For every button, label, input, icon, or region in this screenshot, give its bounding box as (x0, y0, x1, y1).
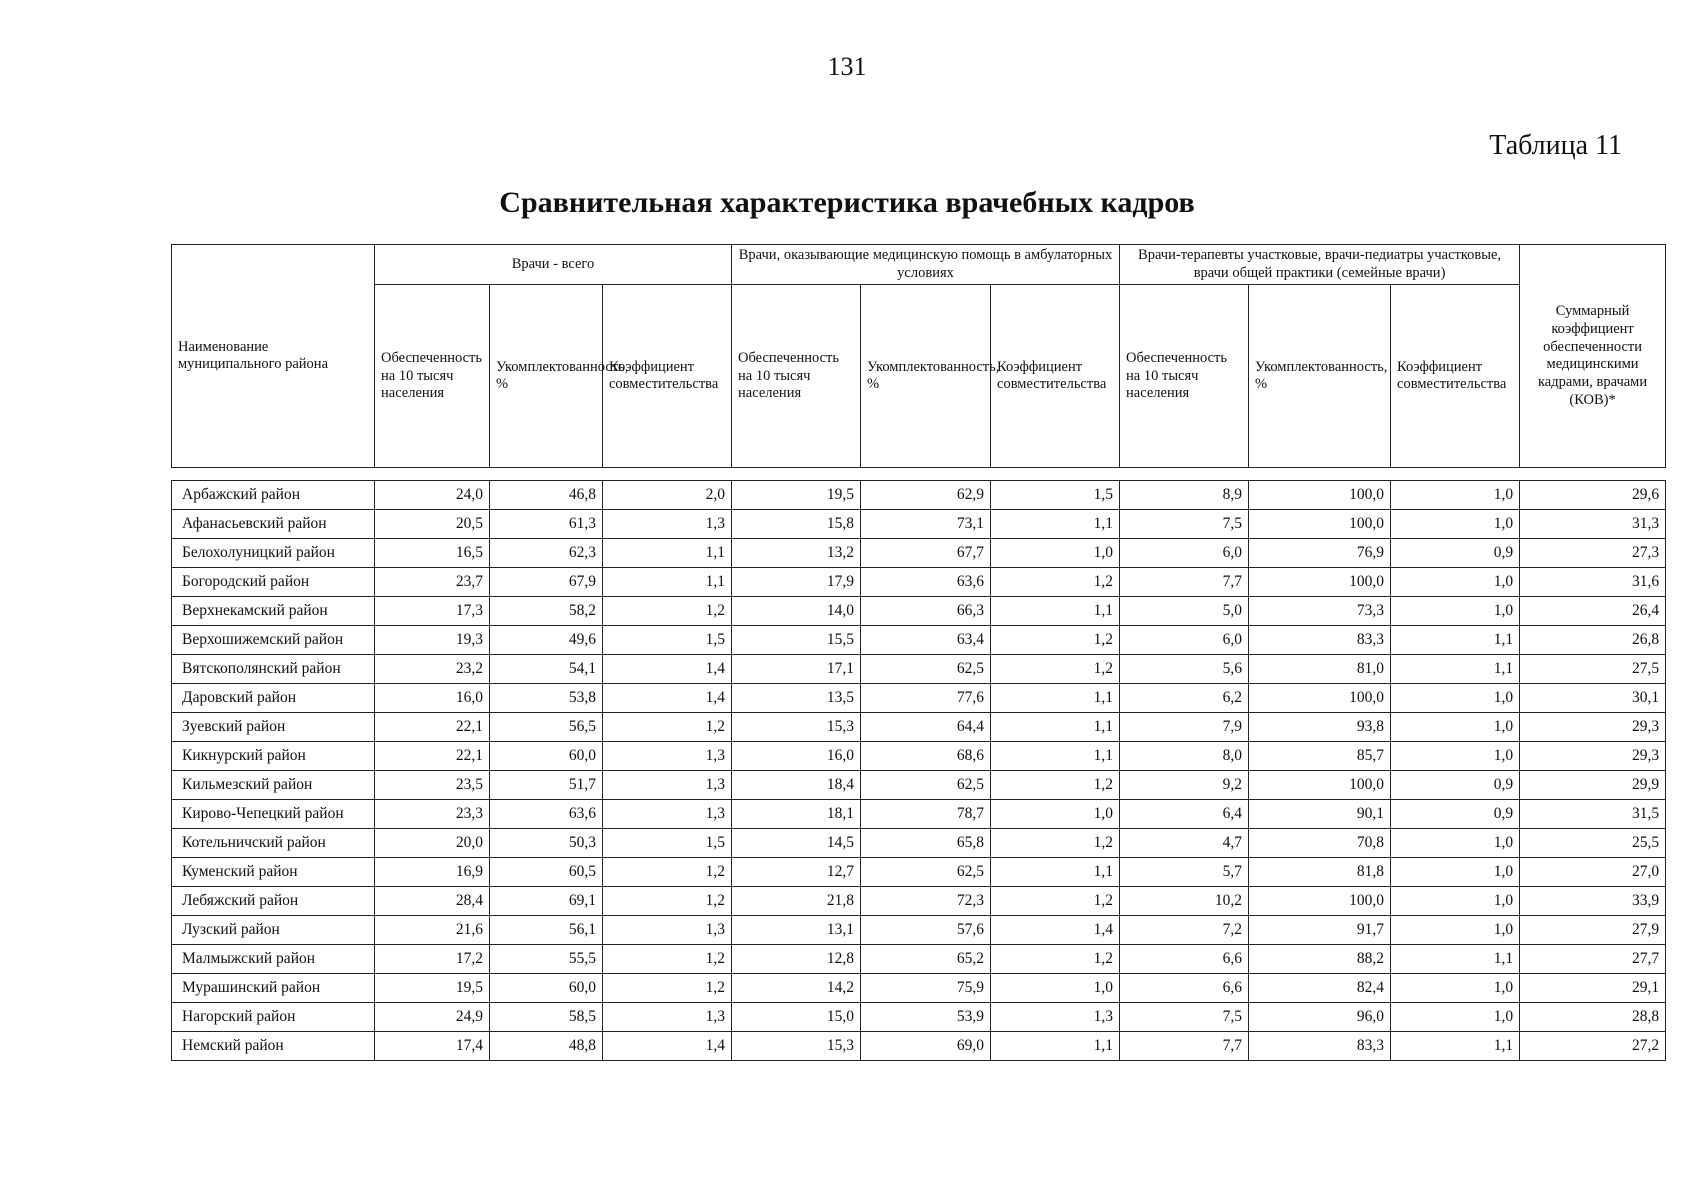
value-cell: 1,2 (603, 945, 732, 974)
value-cell: 90,1 (1249, 800, 1391, 829)
value-cell: 18,4 (732, 771, 861, 800)
value-cell: 70,8 (1249, 829, 1391, 858)
value-cell: 1,0 (1391, 858, 1520, 887)
value-cell: 1,0 (1391, 742, 1520, 771)
value-cell: 1,3 (603, 1003, 732, 1032)
table-row (172, 1032, 1666, 1061)
value-cell: 17,9 (732, 568, 861, 597)
value-cell: 7,5 (1120, 1003, 1249, 1032)
value-cell: 27,0 (1520, 858, 1666, 887)
table-row (172, 800, 1666, 829)
value-cell: 1,1 (1391, 626, 1520, 655)
value-cell: 7,7 (1120, 568, 1249, 597)
value-cell: 81,0 (1249, 655, 1391, 684)
value-cell: 1,2 (991, 829, 1120, 858)
value-cell: 73,3 (1249, 597, 1391, 626)
value-cell: 1,2 (603, 713, 732, 742)
value-cell: 83,3 (1249, 1032, 1391, 1061)
value-cell: 14,2 (732, 974, 861, 1003)
value-cell: 12,7 (732, 858, 861, 887)
value-cell: 31,3 (1520, 510, 1666, 539)
value-cell: 49,6 (490, 626, 603, 655)
value-cell: 25,5 (1520, 829, 1666, 858)
value-cell: 27,9 (1520, 916, 1666, 945)
value-cell: 15,8 (732, 510, 861, 539)
value-cell: 29,6 (1520, 481, 1666, 510)
value-cell: 29,3 (1520, 742, 1666, 771)
value-cell: 1,4 (603, 655, 732, 684)
value-cell: 1,0 (1391, 713, 1520, 742)
value-cell: 1,0 (1391, 916, 1520, 945)
value-cell: 5,6 (1120, 655, 1249, 684)
value-cell: 1,1 (991, 742, 1120, 771)
value-cell: 65,2 (861, 945, 991, 974)
value-cell: 1,2 (991, 887, 1120, 916)
value-cell: 13,2 (732, 539, 861, 568)
table-row (172, 916, 1666, 945)
value-cell: 1,0 (991, 800, 1120, 829)
value-cell: 1,5 (991, 481, 1120, 510)
value-cell: 1,0 (1391, 829, 1520, 858)
value-cell: 60,0 (490, 742, 603, 771)
value-cell: 54,1 (490, 655, 603, 684)
district-name-cell: Лузский район (172, 916, 375, 945)
value-cell: 62,5 (861, 655, 991, 684)
value-cell: 10,2 (1120, 887, 1249, 916)
value-cell: 15,0 (732, 1003, 861, 1032)
header-sub-column: Коэффициент совместительства (1391, 285, 1520, 468)
value-cell: 68,6 (861, 742, 991, 771)
district-name-cell: Вятскополянский район (172, 655, 375, 684)
table-row (172, 684, 1666, 713)
value-cell: 76,9 (1249, 539, 1391, 568)
value-cell: 7,9 (1120, 713, 1249, 742)
value-cell: 63,4 (861, 626, 991, 655)
value-cell: 1,4 (991, 916, 1120, 945)
value-cell: 1,0 (1391, 684, 1520, 713)
value-cell: 53,8 (490, 684, 603, 713)
value-cell: 85,7 (1249, 742, 1391, 771)
table-row (172, 510, 1666, 539)
table-row (172, 945, 1666, 974)
value-cell: 100,0 (1249, 684, 1391, 713)
value-cell: 1,1 (991, 510, 1120, 539)
value-cell: 1,2 (991, 568, 1120, 597)
value-cell: 7,7 (1120, 1032, 1249, 1061)
value-cell: 58,2 (490, 597, 603, 626)
district-name-cell: Малмыжский район (172, 945, 375, 974)
value-cell: 1,3 (603, 916, 732, 945)
value-cell: 6,2 (1120, 684, 1249, 713)
value-cell: 26,4 (1520, 597, 1666, 626)
value-cell: 29,3 (1520, 713, 1666, 742)
value-cell: 46,8 (490, 481, 603, 510)
value-cell: 26,8 (1520, 626, 1666, 655)
value-cell: 1,1 (603, 568, 732, 597)
value-cell: 65,8 (861, 829, 991, 858)
value-cell: 13,1 (732, 916, 861, 945)
value-cell: 29,9 (1520, 771, 1666, 800)
spacer-cell (172, 468, 1666, 481)
value-cell: 1,2 (603, 887, 732, 916)
value-cell: 1,3 (603, 510, 732, 539)
value-cell: 1,2 (991, 771, 1120, 800)
value-cell: 19,3 (375, 626, 490, 655)
district-name-cell: Арбажский район (172, 481, 375, 510)
value-cell: 100,0 (1249, 887, 1391, 916)
value-cell: 7,5 (1120, 510, 1249, 539)
value-cell: 6,0 (1120, 539, 1249, 568)
value-cell: 22,1 (375, 713, 490, 742)
value-cell: 91,7 (1249, 916, 1391, 945)
header-sub-column: Коэффициент совместительства (991, 285, 1120, 468)
value-cell: 1,2 (603, 597, 732, 626)
value-cell: 88,2 (1249, 945, 1391, 974)
table-row (172, 887, 1666, 916)
value-cell: 100,0 (1249, 481, 1391, 510)
district-name-cell: Кикнурский район (172, 742, 375, 771)
value-cell: 1,0 (1391, 568, 1520, 597)
value-cell: 1,1 (1391, 655, 1520, 684)
value-cell: 57,6 (861, 916, 991, 945)
table-row (172, 974, 1666, 1003)
value-cell: 28,8 (1520, 1003, 1666, 1032)
value-cell: 1,5 (603, 829, 732, 858)
value-cell: 24,9 (375, 1003, 490, 1032)
value-cell: 30,1 (1520, 684, 1666, 713)
value-cell: 15,5 (732, 626, 861, 655)
value-cell: 100,0 (1249, 568, 1391, 597)
table-row (172, 771, 1666, 800)
value-cell: 67,7 (861, 539, 991, 568)
value-cell: 100,0 (1249, 510, 1391, 539)
value-cell: 23,7 (375, 568, 490, 597)
value-cell: 51,7 (490, 771, 603, 800)
value-cell: 21,8 (732, 887, 861, 916)
value-cell: 1,4 (603, 1032, 732, 1061)
value-cell: 62,3 (490, 539, 603, 568)
value-cell: 1,0 (1391, 974, 1520, 1003)
value-cell: 1,0 (1391, 887, 1520, 916)
value-cell: 16,0 (732, 742, 861, 771)
value-cell: 81,8 (1249, 858, 1391, 887)
document-title: Сравнительная характеристика врачебных кадров (499, 186, 1195, 219)
value-cell: 16,5 (375, 539, 490, 568)
value-cell: 62,9 (861, 481, 991, 510)
value-cell: 7,2 (1120, 916, 1249, 945)
district-name-cell: Немский район (172, 1032, 375, 1061)
value-cell: 0,9 (1391, 539, 1520, 568)
table-row (172, 481, 1666, 510)
value-cell: 1,3 (603, 800, 732, 829)
district-name-cell: Верхошижемский район (172, 626, 375, 655)
header-group-outpatient-doctors: Врачи, оказывающие медицинскую помощь в амбулаторных условиях (732, 245, 1120, 285)
value-cell: 1,1 (991, 684, 1120, 713)
value-cell: 60,0 (490, 974, 603, 1003)
header-group-primary-care-doctors: Врачи-терапевты участковые, врачи-педиатры участковые, врачи общей практики (семейные врачи) (1120, 245, 1520, 285)
value-cell: 4,7 (1120, 829, 1249, 858)
value-cell: 5,0 (1120, 597, 1249, 626)
value-cell: 61,3 (490, 510, 603, 539)
value-cell: 0,9 (1391, 771, 1520, 800)
value-cell: 1,1 (991, 597, 1120, 626)
value-cell: 1,2 (991, 945, 1120, 974)
district-name-cell: Кильмезский район (172, 771, 375, 800)
value-cell: 27,7 (1520, 945, 1666, 974)
value-cell: 31,6 (1520, 568, 1666, 597)
value-cell: 1,1 (1391, 945, 1520, 974)
value-cell: 28,4 (375, 887, 490, 916)
value-cell: 63,6 (490, 800, 603, 829)
value-cell: 0,9 (1391, 800, 1520, 829)
value-cell: 1,3 (603, 771, 732, 800)
value-cell: 6,6 (1120, 974, 1249, 1003)
district-name-cell: Даровский район (172, 684, 375, 713)
table-row (172, 597, 1666, 626)
value-cell: 5,7 (1120, 858, 1249, 887)
district-name-cell: Нагорский район (172, 1003, 375, 1032)
value-cell: 64,4 (861, 713, 991, 742)
district-name-cell: Котельничский район (172, 829, 375, 858)
value-cell: 27,2 (1520, 1032, 1666, 1061)
value-cell: 23,5 (375, 771, 490, 800)
value-cell: 33,9 (1520, 887, 1666, 916)
value-cell: 1,0 (991, 539, 1120, 568)
value-cell: 14,0 (732, 597, 861, 626)
header-sub-column: Обеспеченность на 10 тысяч населения (732, 285, 861, 468)
value-cell: 53,9 (861, 1003, 991, 1032)
value-cell: 12,8 (732, 945, 861, 974)
header-sub-column: Укомплектованность, % (490, 285, 603, 468)
district-name-cell: Мурашинский район (172, 974, 375, 1003)
table-row (172, 539, 1666, 568)
district-name-cell: Куменский район (172, 858, 375, 887)
header-group-all-doctors: Врачи - всего (375, 245, 732, 285)
value-cell: 1,2 (603, 858, 732, 887)
staff-comparison-table (171, 244, 1666, 1061)
value-cell: 1,2 (603, 974, 732, 1003)
value-cell: 17,4 (375, 1032, 490, 1061)
value-cell: 16,0 (375, 684, 490, 713)
header-sub-column: Укомплектованность, % (1249, 285, 1391, 468)
value-cell: 17,3 (375, 597, 490, 626)
value-cell: 48,8 (490, 1032, 603, 1061)
value-cell: 1,3 (991, 1003, 1120, 1032)
district-name-cell: Афанасьевский район (172, 510, 375, 539)
value-cell: 29,1 (1520, 974, 1666, 1003)
value-cell: 19,5 (732, 481, 861, 510)
district-name-cell: Богородский район (172, 568, 375, 597)
table-row (172, 626, 1666, 655)
value-cell: 62,5 (861, 771, 991, 800)
value-cell: 66,3 (861, 597, 991, 626)
header-sub-column: Коэффициент совместительства (603, 285, 732, 468)
value-cell: 6,6 (1120, 945, 1249, 974)
value-cell: 15,3 (732, 1032, 861, 1061)
district-name-cell: Белохолуницкий район (172, 539, 375, 568)
value-cell: 2,0 (603, 481, 732, 510)
value-cell: 27,3 (1520, 539, 1666, 568)
table-row (172, 655, 1666, 684)
table-row (172, 713, 1666, 742)
value-cell: 55,5 (490, 945, 603, 974)
district-name-cell: Верхнекамский район (172, 597, 375, 626)
value-cell: 9,2 (1120, 771, 1249, 800)
value-cell: 100,0 (1249, 771, 1391, 800)
value-cell: 1,2 (991, 655, 1120, 684)
value-cell: 58,5 (490, 1003, 603, 1032)
value-cell: 8,9 (1120, 481, 1249, 510)
value-cell: 16,9 (375, 858, 490, 887)
value-cell: 78,7 (861, 800, 991, 829)
header-sub-column: Обеспеченность на 10 тысяч населения (375, 285, 490, 468)
value-cell: 13,5 (732, 684, 861, 713)
value-cell: 23,3 (375, 800, 490, 829)
table-row (172, 568, 1666, 597)
value-cell: 20,5 (375, 510, 490, 539)
value-cell: 19,5 (375, 974, 490, 1003)
value-cell: 67,9 (490, 568, 603, 597)
value-cell: 73,1 (861, 510, 991, 539)
value-cell: 63,6 (861, 568, 991, 597)
district-name-cell: Кирово-Чепецкий район (172, 800, 375, 829)
value-cell: 1,1 (991, 1032, 1120, 1061)
value-cell: 75,9 (861, 974, 991, 1003)
value-cell: 1,0 (991, 974, 1120, 1003)
header-sub-column: Обеспеченность на 10 тысяч населения (1120, 285, 1249, 468)
value-cell: 6,0 (1120, 626, 1249, 655)
value-cell: 1,1 (991, 858, 1120, 887)
value-cell: 1,0 (1391, 1003, 1520, 1032)
value-cell: 20,0 (375, 829, 490, 858)
value-cell: 1,1 (603, 539, 732, 568)
value-cell: 21,6 (375, 916, 490, 945)
district-name-cell: Зуевский район (172, 713, 375, 742)
value-cell: 18,1 (732, 800, 861, 829)
header-district-name: Наименование муниципального района (172, 245, 375, 468)
value-cell: 93,8 (1249, 713, 1391, 742)
table-row (172, 858, 1666, 887)
value-cell: 14,5 (732, 829, 861, 858)
value-cell: 82,4 (1249, 974, 1391, 1003)
district-name-cell: Лебяжский район (172, 887, 375, 916)
value-cell: 31,5 (1520, 800, 1666, 829)
table-row (172, 829, 1666, 858)
value-cell: 1,3 (603, 742, 732, 771)
header-spacer-row (172, 468, 1666, 481)
value-cell: 17,2 (375, 945, 490, 974)
value-cell: 24,0 (375, 481, 490, 510)
table-row (172, 742, 1666, 771)
value-cell: 96,0 (1249, 1003, 1391, 1032)
value-cell: 1,2 (991, 626, 1120, 655)
value-cell: 1,4 (603, 684, 732, 713)
header-sub-row (172, 285, 1666, 468)
value-cell: 62,5 (861, 858, 991, 887)
value-cell: 1,1 (1391, 1032, 1520, 1061)
value-cell: 50,3 (490, 829, 603, 858)
value-cell: 23,2 (375, 655, 490, 684)
value-cell: 1,0 (1391, 481, 1520, 510)
value-cell: 1,1 (991, 713, 1120, 742)
table-row (172, 1003, 1666, 1032)
value-cell: 69,1 (490, 887, 603, 916)
table-label: Таблица 11 (1489, 130, 1622, 161)
value-cell: 8,0 (1120, 742, 1249, 771)
value-cell: 1,0 (1391, 597, 1520, 626)
value-cell: 27,5 (1520, 655, 1666, 684)
value-cell: 77,6 (861, 684, 991, 713)
header-total-coefficient: Суммарный коэффициент обеспеченности медицинскими кадрами, врачами (КОВ)* (1520, 245, 1666, 468)
value-cell: 56,5 (490, 713, 603, 742)
value-cell: 17,1 (732, 655, 861, 684)
header-group-row (172, 245, 1666, 285)
value-cell: 6,4 (1120, 800, 1249, 829)
header-sub-column: Укомплектованность, % (861, 285, 991, 468)
value-cell: 69,0 (861, 1032, 991, 1061)
value-cell: 72,3 (861, 887, 991, 916)
value-cell: 56,1 (490, 916, 603, 945)
value-cell: 83,3 (1249, 626, 1391, 655)
value-cell: 60,5 (490, 858, 603, 887)
value-cell: 1,5 (603, 626, 732, 655)
value-cell: 22,1 (375, 742, 490, 771)
page-number: 131 (827, 52, 867, 81)
value-cell: 15,3 (732, 713, 861, 742)
value-cell: 1,0 (1391, 510, 1520, 539)
